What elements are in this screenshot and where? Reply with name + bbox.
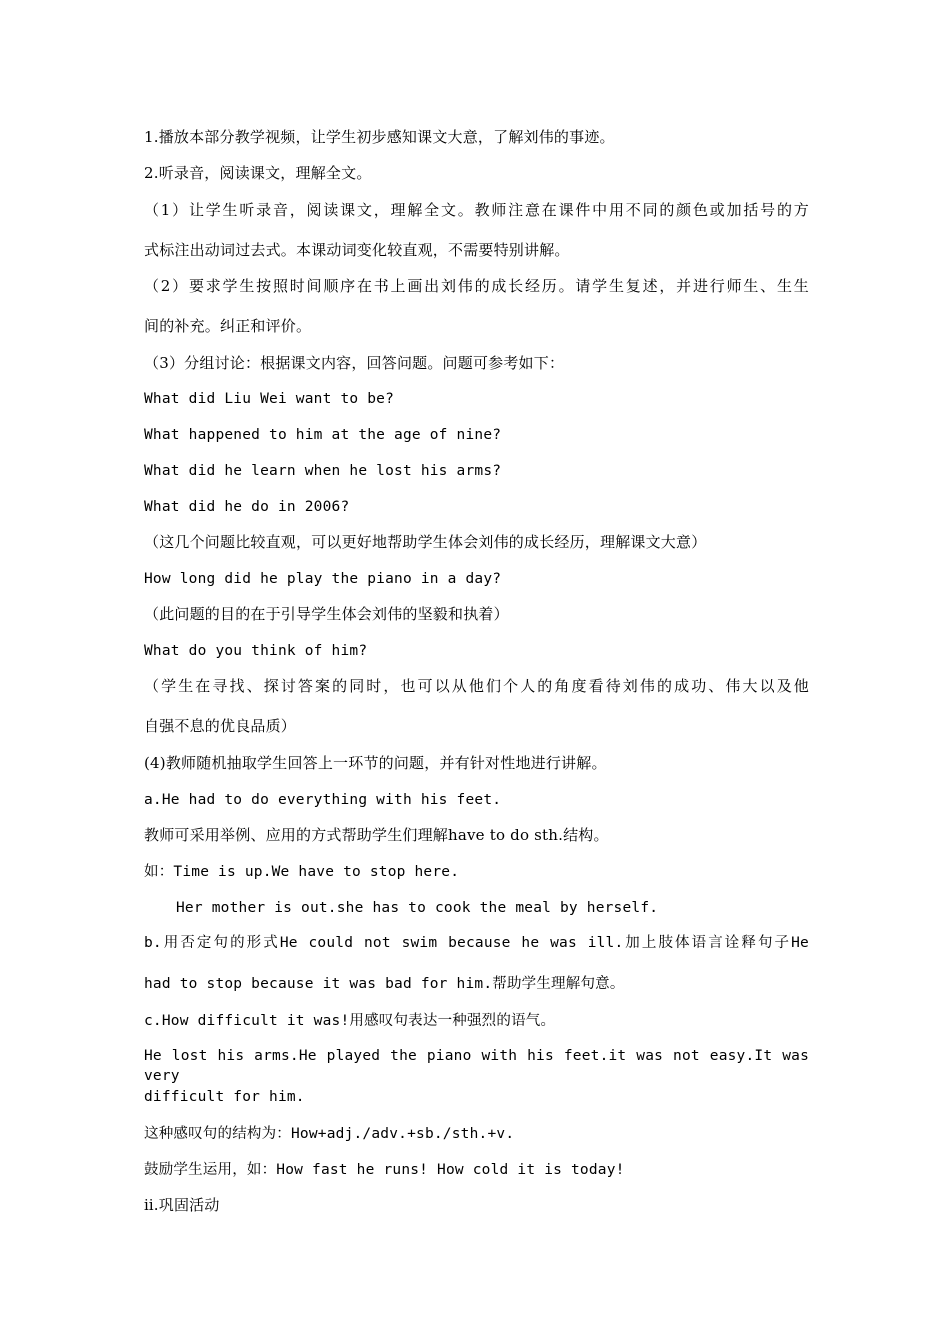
example-a-sentence-1: 如：Time is up.We have to stop here. bbox=[144, 864, 460, 880]
explanation-a: 教师可采用举例、应用的方式帮助学生们理解have to do sth.结构。 bbox=[144, 826, 609, 844]
note-3-line-2: 自强不息的优良品质） bbox=[144, 717, 297, 735]
paragraph-sub-4: (4)教师随机抽取学生回答上一环节的问题，并有针对性地进行讲解。 bbox=[144, 754, 607, 772]
paragraph-sub-1-line-2: 式标注出动词过去式。本课动词变化较直观，不需要特别讲解。 bbox=[144, 241, 570, 259]
note-1: （这几个问题比较直观，可以更好地帮助学生体会刘伟的成长经历，理解课文大意） bbox=[144, 533, 707, 551]
example-a-sentence-2: Her mother is out.she has to cook the meal by herself. bbox=[176, 900, 659, 916]
paragraph-step-2: 2.听录音，阅读课文，理解全文。 bbox=[144, 164, 372, 182]
paragraph-sub-3: （3）分组讨论：根据课文内容，回答问题。问题可参考如下： bbox=[144, 354, 565, 372]
exclamation-structure: 这种感叹句的结构为：How+adj./adv.+sb./sth.+v. bbox=[144, 1126, 515, 1142]
paragraph-sub-1-line-1: （1）让学生听录音，阅读课文，理解全文。教师注意在课件中用不同的颜色或加括号的方 bbox=[144, 201, 809, 219]
paragraph-step-1: 1.播放本部分教学视频，让学生初步感知课文大意，了解刘伟的事迹。 bbox=[144, 128, 615, 146]
example-a: a.He had to do everything with his feet. bbox=[144, 792, 502, 808]
example-b-line-2: had to stop because it was bad for him.帮助学生理解句意。 bbox=[144, 976, 625, 992]
question-2: What happened to him at the age of nine? bbox=[144, 427, 502, 443]
question-4: What did he do in 2006? bbox=[144, 499, 350, 515]
exclamation-examples: 鼓励学生运用，如：How fast he runs! How cold it is today! bbox=[144, 1162, 625, 1178]
question-6: What do you think of him? bbox=[144, 643, 368, 659]
paragraph-sub-2-line-2: 间的补充。纠正和评价。 bbox=[144, 317, 312, 335]
paragraph-sub-2-line-1: （2）要求学生按照时间顺序在书上画出刘伟的成长经历。请学生复述，并进行师生、生生 bbox=[144, 277, 809, 295]
question-5: How long did he play the piano in a day? bbox=[144, 571, 502, 587]
note-2: （此问题的目的在于引导学生体会刘伟的坚毅和执着） bbox=[144, 605, 509, 623]
example-c: c.How difficult it was!用感叹句表达一种强烈的语气。 bbox=[144, 1013, 556, 1029]
question-1: What did Liu Wei want to be? bbox=[144, 391, 395, 407]
note-3-line-1: （学生在寻找、探讨答案的同时，也可以从他们个人的角度看待刘伟的成功、伟大以及他 bbox=[144, 677, 809, 695]
example-c-sentence-line-2: difficult for him. bbox=[144, 1089, 305, 1105]
example-b-line-1: b.用否定句的形式He could not swim because he was ill.加上肢体语言诠释句子He bbox=[144, 935, 809, 951]
example-c-sentence-line-1: He lost his arms.He played the piano with his feet.it was not easy.It was very bbox=[144, 1048, 809, 1084]
question-3: What did he learn when he lost his arms? bbox=[144, 463, 502, 479]
section-heading-consolidation: ⅱ.巩固活动 bbox=[144, 1196, 220, 1214]
